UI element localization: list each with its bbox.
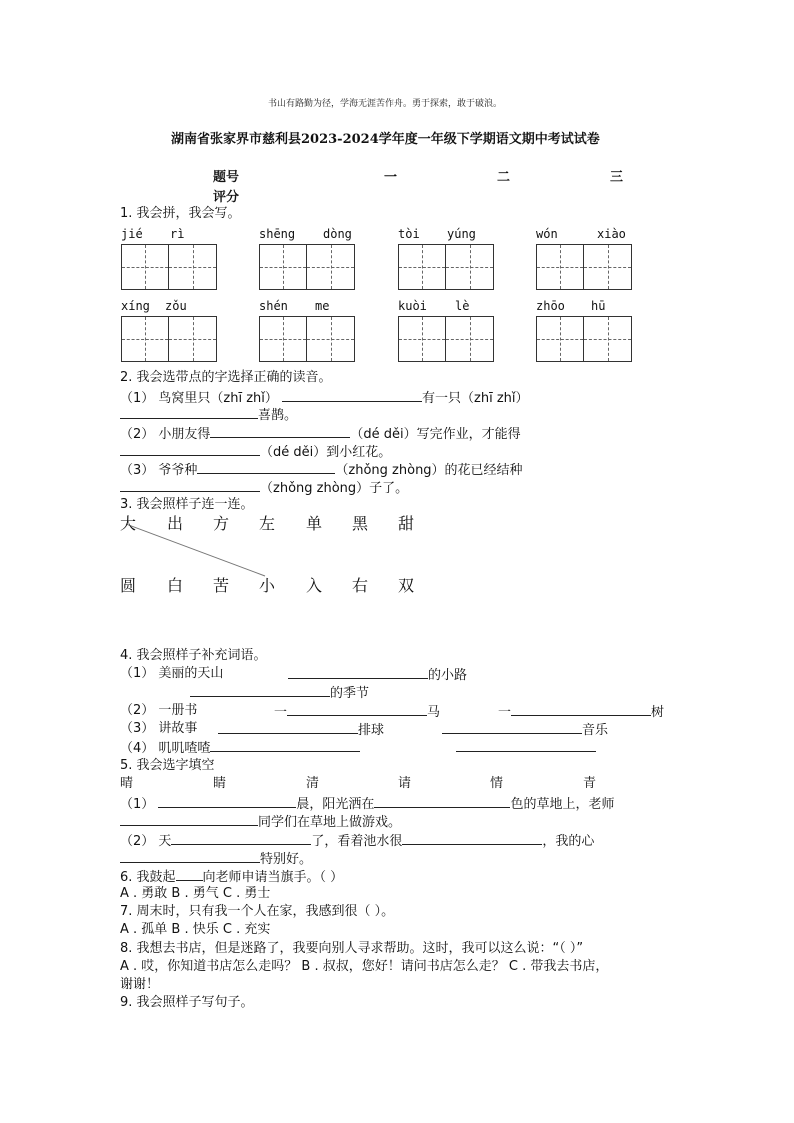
q7-options[interactable]: A . 孤单 B . 快乐 C . 充实 <box>120 922 271 937</box>
q4-line <box>442 721 608 739</box>
answer-blank[interactable] <box>456 739 596 752</box>
score-col-1: 一 <box>384 170 398 185</box>
answer-blank[interactable] <box>190 684 330 697</box>
q6-line <box>120 868 343 886</box>
q2-text: （1） 鸟窝里只（zhī zhǐ） <box>120 391 278 406</box>
q4-line <box>288 666 467 684</box>
q1-title: 1. 我会拼，我会写。 <box>120 206 241 221</box>
q4-title: 4. 我会照样子补充词语。 <box>120 648 267 663</box>
q5-char: 睛 <box>213 776 227 791</box>
q4-text: 一 <box>498 705 512 720</box>
q4-text: （3） 讲故事 <box>120 721 198 736</box>
q3-bottom-char[interactable]: 苦 <box>213 576 230 595</box>
q4-text: 的小路 <box>428 668 468 683</box>
score-table-col-label: 题号 <box>213 170 240 185</box>
q4-text: （2） 一册书 <box>120 703 198 718</box>
pinyin: kuòi <box>398 299 427 313</box>
q5-text: 特别好。 <box>260 852 313 867</box>
pinyin: zhōo <box>536 299 565 313</box>
answer-blank[interactable] <box>158 795 296 808</box>
q6-options[interactable]: A . 勇敢 B . 勇气 C . 勇士 <box>120 886 271 901</box>
q2-text: 喜鹊。 <box>258 408 298 423</box>
pinyin: yúng <box>447 227 476 241</box>
q5-line <box>120 795 614 813</box>
answer-blank[interactable] <box>511 703 651 716</box>
q4-text: 排球 <box>358 723 385 738</box>
q2-text: （3） 爷爷种 <box>120 463 198 478</box>
q5-text: （2） 天 <box>120 834 172 849</box>
q6-title-b: 向老师申请当旗手。（ ） <box>202 870 344 885</box>
q5-char: 青 <box>583 776 597 791</box>
pinyin: rì <box>170 227 185 241</box>
q5-text: 了，看着池水很 <box>311 834 403 849</box>
q4-text: 的季节 <box>330 686 370 701</box>
q3-bottom-char[interactable]: 右 <box>352 576 369 595</box>
q5-line <box>120 813 401 831</box>
pinyin: hū <box>591 299 606 313</box>
q3-top-char[interactable]: 左 <box>259 514 276 533</box>
q3-bottom-char[interactable]: 圆 <box>120 576 137 595</box>
q5-line <box>120 850 312 868</box>
q3-top-char[interactable]: 单 <box>306 514 323 533</box>
answer-blank[interactable] <box>442 721 582 734</box>
q3-bottom-char[interactable]: 双 <box>398 576 415 595</box>
q4-line <box>120 739 360 757</box>
motto: 书山有路勤为径，学海无涯苦作舟。勇于探索，敢于破浪。 <box>268 99 503 109</box>
q7-title: 7. 周末时，只有我一个人在家，我感到很（ ）。 <box>120 904 395 919</box>
q2-text: （2） 小朋友得 <box>120 427 211 442</box>
pinyin: zǒu <box>165 299 187 313</box>
answer-blank[interactable] <box>120 813 258 826</box>
q4-text: 马 <box>427 705 441 720</box>
answer-blank[interactable] <box>374 795 510 808</box>
answer-blank[interactable] <box>402 832 542 845</box>
q8-title: 8. 我想去书店，但是迷路了，我要向别人寻求帮助。这时，我可以这么说：“（ ）” <box>120 941 584 956</box>
page-title: 湖南省张家界市慈利县2023-2024学年度一年级下学期语文期中考试试卷 <box>171 132 600 147</box>
pinyin: shēng <box>259 227 296 241</box>
pinyin: lè <box>455 299 470 313</box>
pinyin: tòi <box>398 227 420 241</box>
q3-top-char[interactable]: 大 <box>120 514 137 533</box>
q5-char: 晴 <box>120 776 134 791</box>
answer-blank[interactable] <box>210 739 360 752</box>
pinyin: shén <box>259 299 288 313</box>
q4-text: 音乐 <box>582 723 609 738</box>
score-col-2: 二 <box>497 170 511 185</box>
answer-blank[interactable] <box>120 850 260 863</box>
q3-top-char[interactable]: 方 <box>213 514 230 533</box>
q9-title: 9. 我会照样子写句子。 <box>120 995 254 1010</box>
q5-title: 5. 我会选字填空 <box>120 758 215 773</box>
q5-text: 同学们在草地上做游戏。 <box>258 815 402 830</box>
q2-text: （zhǒng zhòng）子了。 <box>260 481 409 496</box>
q3-top-char[interactable]: 出 <box>167 514 184 533</box>
q5-text: 色的草地上，老师 <box>510 797 615 812</box>
q2-text: （dé děi）到小红花。 <box>260 445 392 460</box>
q4-line <box>456 739 596 757</box>
q4-line <box>498 703 664 721</box>
q2-title: 2. 我会选带点的字选择正确的读音。 <box>120 370 332 385</box>
pinyin: xíng <box>121 299 150 313</box>
q5-char: 情 <box>490 776 504 791</box>
q5-char: 清 <box>306 776 320 791</box>
q4-text: （4） 叽叽喳喳 <box>120 741 211 756</box>
q3-top-char[interactable]: 黑 <box>352 514 369 533</box>
q5-line <box>120 832 594 850</box>
pinyin: wón <box>536 227 558 241</box>
q5-text: ，我的心 <box>542 834 595 849</box>
q4-text: 一 <box>274 705 288 720</box>
q8-options-cont[interactable]: 谢谢！ <box>120 977 160 992</box>
q3-bottom-char[interactable]: 小 <box>259 576 276 595</box>
q4-text: 树 <box>651 705 665 720</box>
score-col-3: 三 <box>610 170 624 185</box>
q4-line <box>274 703 440 721</box>
q5-char: 请 <box>398 776 412 791</box>
pinyin: jié <box>121 227 143 241</box>
q2-text: （dé děi）写完作业，才能得 <box>350 427 521 442</box>
pinyin: me <box>315 299 330 313</box>
q6-title: 6. 我鼓起 <box>120 870 176 885</box>
answer-blank[interactable] <box>176 868 203 881</box>
answer-blank[interactable] <box>288 666 428 679</box>
q4-text: （1） 美丽的天山 <box>120 666 224 681</box>
q4-line <box>190 684 369 702</box>
pinyin: dòng <box>323 227 352 241</box>
q2-text: 有一只（zhī zhǐ） <box>422 391 529 406</box>
q4-line <box>218 721 384 739</box>
score-table-row-label: 评分 <box>213 190 240 205</box>
q5-text: （1） <box>120 797 155 812</box>
q3-top-char[interactable]: 甜 <box>398 514 415 533</box>
q5-text: 晨，阳光洒在 <box>296 797 375 812</box>
answer-blank[interactable] <box>287 703 427 716</box>
q8-options[interactable]: A . 哎，你知道书店怎么走吗？ B . 叔叔，您好！请问书店怎么走？ C . 带我去书店， <box>120 959 609 974</box>
answer-blank[interactable] <box>218 721 358 734</box>
q3-title: 3. 我会照样子连一连。 <box>120 497 254 512</box>
q2-text: （zhǒng zhòng）的花已经结种 <box>335 463 523 478</box>
pinyin: xiào <box>597 227 626 241</box>
q3-bottom-char[interactable]: 入 <box>306 576 323 595</box>
answer-blank[interactable] <box>171 832 311 845</box>
q3-bottom-char[interactable]: 白 <box>167 576 184 595</box>
